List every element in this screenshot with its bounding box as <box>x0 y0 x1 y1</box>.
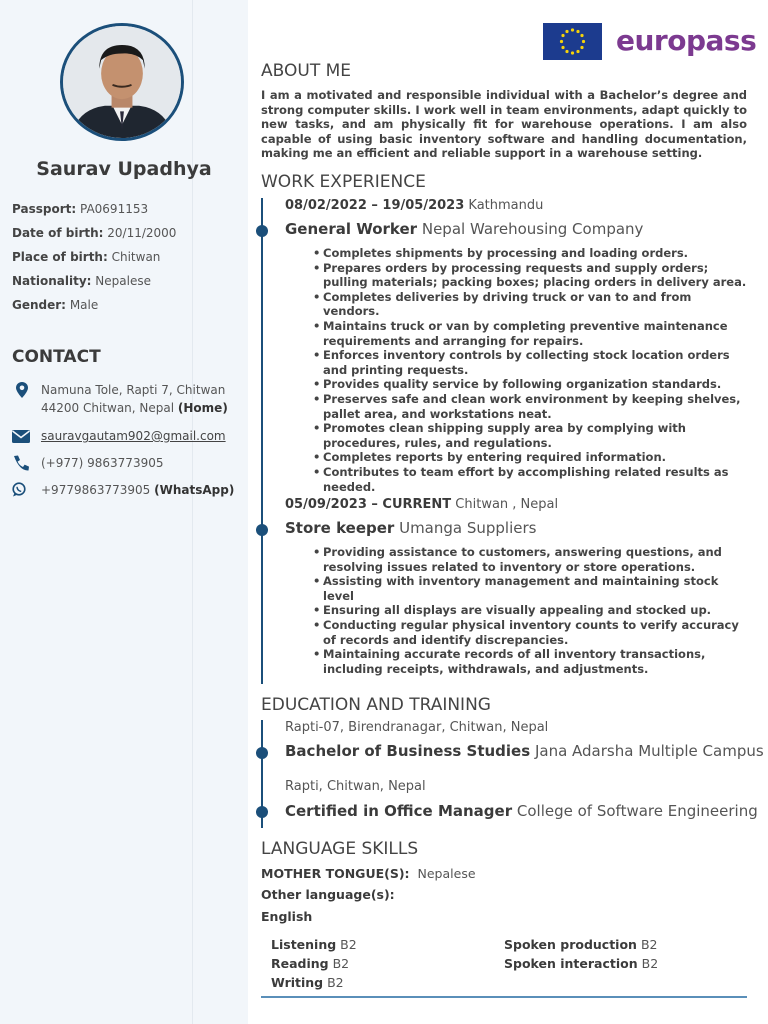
list-item: • Provides quality service by following organization standards. <box>313 377 749 392</box>
timeline-dot <box>256 747 268 759</box>
gender-value: Male <box>69 298 99 312</box>
edu-2-school: College of Software Engineering <box>516 802 758 820</box>
whatsapp-number: +9779863773905 <box>41 483 151 497</box>
job-1-location: Kathmandu <box>468 198 544 213</box>
candidate-name: Saurav Upadhya <box>36 158 212 180</box>
other-language-text: Other language(s): <box>261 887 395 902</box>
education-title: EDUCATION AND TRAINING <box>261 695 491 715</box>
list-item: • Ensuring all displays are visually appealing and stocked up. <box>313 603 749 618</box>
dob-row <box>12 225 176 249</box>
mother-tongue-label: MOTHER TONGUE(S): <box>261 866 410 881</box>
passport-row <box>12 201 176 225</box>
timeline-dot <box>256 524 268 536</box>
edu-2-degree: Certified in Office Manager <box>285 802 513 820</box>
list-item: • Maintains truck or van by completing preventive maintenance requirements and arranging for repairs. <box>313 319 749 348</box>
europass-wordmark: europass <box>616 24 757 57</box>
address-text <box>41 381 228 417</box>
skill-reading <box>271 956 349 971</box>
list-item: • Assisting with inventory management and maintaining stock level <box>313 574 749 603</box>
edu-1-location: Rapti-07, Birendranagar, Chitwan, Nepal <box>285 720 549 735</box>
job-2-location: Chitwan , Nepal <box>455 497 559 512</box>
timeline-dot <box>256 806 268 818</box>
list-item: • Completes reports by entering required information. <box>313 450 749 465</box>
skill-writing <box>271 975 344 990</box>
skill-level: B2 <box>332 956 350 971</box>
skill-level: B2 <box>640 937 658 952</box>
bottom-divider <box>261 996 747 998</box>
skill-label: Reading <box>271 956 329 971</box>
nationality-value: Nepalese <box>95 274 151 288</box>
address-line1: Namuna Tole, Rapti 7, Chitwan <box>41 383 226 397</box>
list-item: • Promotes clean shipping supply area by complying with procedures, rules, and regulations. <box>313 421 749 450</box>
passport-value: PA0691153 <box>79 202 149 216</box>
address-tag: (Home) <box>177 401 228 415</box>
job-2-role: Store keeper <box>285 519 395 537</box>
phone-number: (+977) 9863773905 <box>41 456 164 470</box>
contact-whatsapp <box>10 481 242 499</box>
edu-2-location: Rapti, Chitwan, Nepal <box>285 779 426 794</box>
edu-1-school: Jana Adarsha Multiple Campus <box>534 742 764 760</box>
job-2-title <box>285 519 536 537</box>
sidebar-divider <box>192 0 193 1024</box>
birthplace-value: Chitwan <box>111 250 161 264</box>
contact-phone <box>10 454 242 472</box>
edu-1-degree: Bachelor of Business Studies <box>285 742 531 760</box>
list-item: • Completes shipments by processing and loading orders. <box>313 246 749 261</box>
english-label: English <box>261 909 313 924</box>
gender-row <box>12 297 176 321</box>
email-link[interactable]: sauravgautam902@gmail.com <box>41 429 226 443</box>
list-item: • Completes deliveries by driving truck or van to and from vendors. <box>313 290 749 319</box>
other-language-name <box>261 909 312 924</box>
job-1-meta <box>285 198 543 213</box>
location-pin-icon <box>10 381 32 399</box>
job-2-dates: 05/09/2023 – CURRENT <box>285 497 452 512</box>
list-item: • Conducting regular physical inventory counts to verify accuracy of records and identify discrepancies. <box>313 618 749 647</box>
about-title: ABOUT ME <box>261 61 352 81</box>
address-line2: 44200 Chitwan, Nepal <box>41 401 175 415</box>
language-title: LANGUAGE SKILLS <box>261 839 419 859</box>
passport-label: Passport: <box>12 202 77 216</box>
job-1-role: General Worker <box>285 220 418 238</box>
birthplace-row <box>12 249 176 273</box>
work-title: WORK EXPERIENCE <box>261 172 426 192</box>
nationality-row <box>12 273 176 297</box>
eu-flag-icon <box>543 23 602 60</box>
skill-label: Spoken production <box>504 937 637 952</box>
skill-listening <box>271 937 357 952</box>
europass-logo <box>543 23 757 63</box>
skill-level: B2 <box>340 937 357 952</box>
mother-tongue <box>261 866 476 881</box>
skill-label: Listening <box>271 937 337 952</box>
list-item: • Prepares orders by processing requests and supply orders; pulling materials; packing boxes; placing orders in delivery area. <box>313 261 749 290</box>
birthplace-label: Place of birth: <box>12 250 108 264</box>
phone-icon <box>10 454 32 472</box>
list-item: • Contributes to team effort by accomplishing related results as needed. <box>313 465 749 494</box>
edu-2-title <box>285 802 758 820</box>
job-1-dates: 08/02/2022 – 19/05/2023 <box>285 198 465 213</box>
gender-label: Gender: <box>12 298 66 312</box>
job-2-bullets <box>313 545 749 676</box>
job-1-bullets <box>313 246 749 494</box>
edu-1-title <box>285 742 764 760</box>
contact-title: CONTACT <box>12 347 101 367</box>
profile-photo <box>60 23 184 141</box>
dob-label: Date of birth: <box>12 226 104 240</box>
work-timeline <box>261 198 263 684</box>
list-item: • Maintaining accurate records of all inventory transactions, including receipts, withdrawals, and adjustments. <box>313 647 749 676</box>
skill-level: B2 <box>327 975 344 990</box>
timeline-dot <box>256 225 268 237</box>
whatsapp-icon <box>10 481 32 499</box>
contact-email <box>10 427 242 445</box>
whatsapp-tag: (WhatsApp) <box>154 483 235 497</box>
contact-address <box>10 381 242 417</box>
personal-info <box>12 201 176 321</box>
list-item: • Providing assistance to customers, answering questions, and resolving issues related to inventory or store operations. <box>313 545 749 574</box>
skill-spoken-production <box>504 937 657 952</box>
skill-label: Spoken interaction <box>504 956 638 971</box>
skill-spoken-interaction <box>504 956 658 971</box>
list-item: • Enforces inventory controls by collecting stock location orders and printing requests. <box>313 348 749 377</box>
dob-value: 20/11/2000 <box>107 226 177 240</box>
job-2-company: Umanga Suppliers <box>399 519 537 537</box>
nationality-label: Nationality: <box>12 274 92 288</box>
sidebar <box>0 0 248 1024</box>
list-item: • Preserves safe and clean work environment by keeping shelves, pallet area, and workstations neat. <box>313 392 749 421</box>
job-2-meta <box>285 497 558 512</box>
skill-label: Writing <box>271 975 324 990</box>
other-language-label <box>261 887 395 902</box>
job-1-title <box>285 220 643 238</box>
job-1-company: Nepal Warehousing Company <box>421 220 644 238</box>
envelope-icon <box>10 427 32 445</box>
about-text: I am a motivated and responsible individual with a Bachelor’s degree and strong computer skills. I work well in team environments, adapt quickly to new tasks, and am physically fit for warehouse operations. I am also capable of using basic inventory software and handling documentation, making me an efficient and reliable support in a warehouse setting. <box>261 88 747 161</box>
mother-tongue-value: Nepalese <box>417 866 476 881</box>
skill-level: B2 <box>641 956 659 971</box>
